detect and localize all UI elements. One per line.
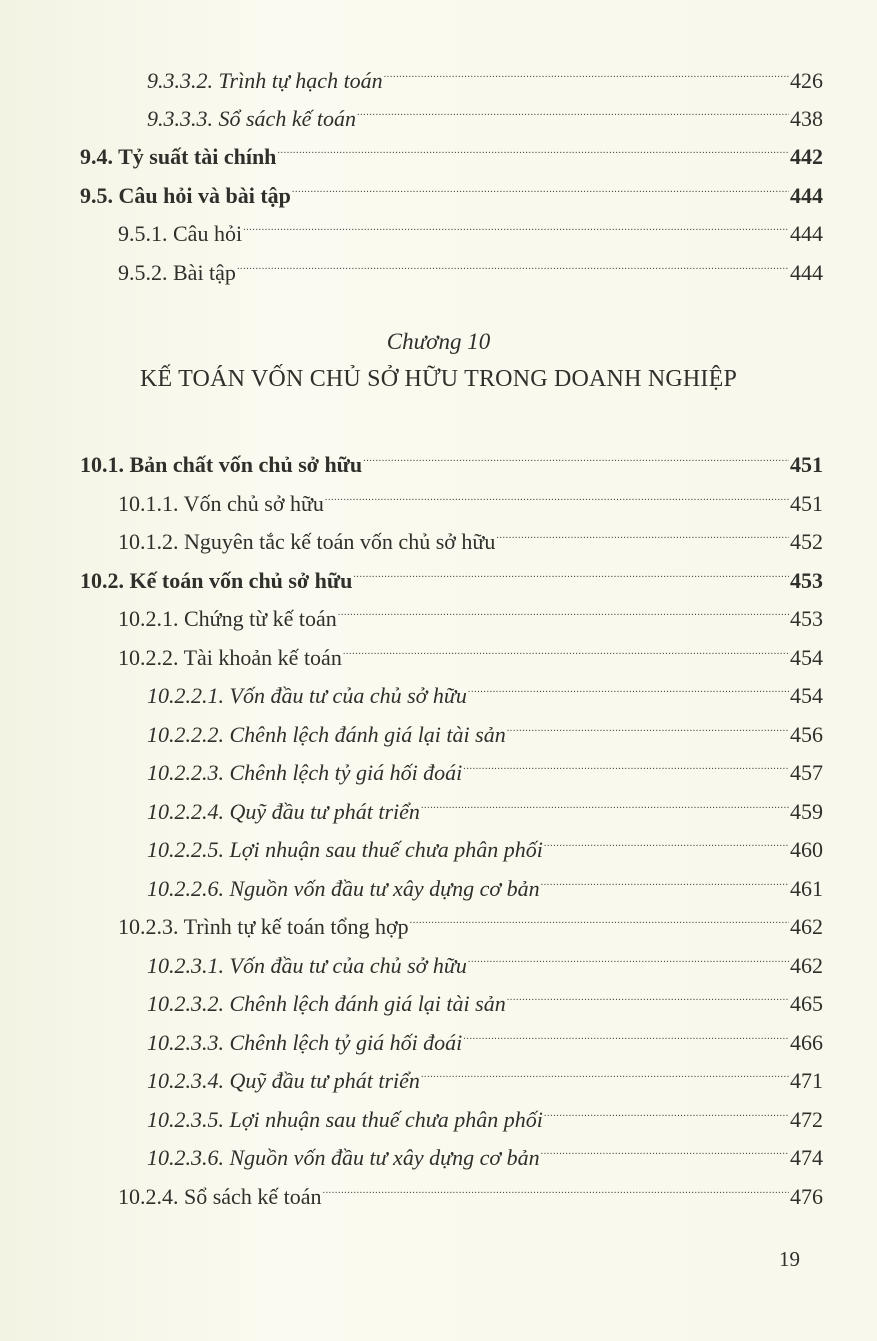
toc-entry — [147, 785, 823, 824]
dot-leader — [468, 669, 789, 703]
dot-leader — [541, 1131, 789, 1165]
toc-entry-page: 453 — [790, 606, 823, 631]
toc-entry — [118, 1170, 823, 1209]
toc-entry-page: 451 — [790, 452, 823, 477]
dot-leader — [410, 900, 789, 934]
toc-entry-label: 10.2.3.4. Quỹ đầu tư phát triển — [147, 1068, 420, 1093]
toc-entry-page: 454 — [790, 683, 823, 708]
dot-leader — [507, 977, 789, 1011]
toc-entry — [147, 669, 823, 708]
toc-entry-page: 454 — [790, 645, 823, 670]
toc-entry — [147, 939, 823, 978]
toc-entry-page: 462 — [790, 953, 823, 978]
toc-entry — [80, 438, 823, 477]
toc-entry-page: 453 — [790, 568, 823, 593]
toc-entry — [147, 977, 823, 1016]
toc-entry-label: 10.2.3.5. Lợi nhuận sau thuế chưa phân phối — [147, 1107, 543, 1132]
dot-leader — [338, 592, 789, 626]
dot-leader — [325, 477, 789, 511]
dot-leader — [463, 746, 789, 780]
dot-leader — [384, 54, 789, 88]
toc-entry-label: 10.2.1. Chứng từ kế toán — [118, 606, 337, 631]
dot-leader — [544, 823, 789, 857]
chapter-label: Chương 10 — [386, 329, 491, 354]
dot-leader — [421, 1054, 789, 1088]
toc-entry — [118, 900, 823, 939]
toc-entry-page: 465 — [790, 991, 823, 1016]
dot-leader — [421, 785, 789, 819]
toc-entry-label: 10.2.2. Tài khoản kế toán — [118, 645, 342, 670]
toc-entry-label: 10.1.1. Vốn chủ sở hữu — [118, 491, 324, 516]
toc-entry-page: 444 — [790, 260, 823, 285]
chapter-title: KẾ TOÁN VỐN CHỦ SỞ HỮU TRONG DOANH NGHIỆP — [139, 366, 738, 392]
toc-entry-label: 9.3.3.2. Trình tự hạch toán — [147, 68, 383, 93]
toc-entry-page: 474 — [790, 1145, 823, 1170]
toc-entry-page: 472 — [790, 1107, 823, 1132]
toc-entry — [147, 1131, 823, 1170]
dot-leader — [541, 862, 789, 896]
toc-entry-page: 444 — [790, 183, 823, 208]
toc-entry-label: 9.5.1. Câu hỏi — [118, 221, 243, 246]
toc-entry-page: 442 — [790, 144, 823, 169]
toc-entry — [147, 746, 823, 785]
toc-entry-label: 9.5.2. Bài tập — [118, 260, 236, 285]
toc-entry — [147, 823, 823, 862]
toc-entry-label: 9.3.3.3. Sổ sách kế toán — [147, 106, 356, 131]
toc-entry — [147, 862, 823, 901]
toc-entry-label: 10.2.3. Trình tự kế toán tổng hợp — [118, 914, 409, 939]
dot-leader — [277, 130, 789, 164]
toc-entry — [118, 631, 823, 670]
dot-leader — [237, 246, 789, 280]
toc-entry — [118, 477, 823, 516]
toc-entry-label: 9.4. Tỷ suất tài chính — [80, 144, 277, 169]
toc-entry — [80, 130, 823, 169]
toc-entry-label: 10.1.2. Nguyên tắc kế toán vốn chủ sở hữu — [118, 529, 496, 554]
toc-entry-label: 10.2.3.2. Chênh lệch đánh giá lại tài sản — [147, 991, 506, 1016]
toc-entry — [147, 1093, 823, 1132]
toc-entry-page: 466 — [790, 1030, 823, 1055]
dot-leader — [544, 1093, 789, 1127]
toc-entry-label: 10.2.3.1. Vốn đầu tư của chủ sở hữu — [147, 953, 467, 978]
page-number: 19 — [779, 1247, 800, 1271]
toc-entry — [80, 554, 823, 593]
toc-entry-page: 457 — [790, 760, 823, 785]
toc-entry-label: 10.2.2.4. Quỹ đầu tư phát triển — [147, 799, 420, 824]
toc-entry-page: 462 — [790, 914, 823, 939]
toc-entry-page: 461 — [790, 876, 823, 901]
toc-entry-label: 10.2.2.6. Nguồn vốn đầu tư xây dựng cơ bản — [147, 876, 540, 901]
toc-entry — [118, 592, 823, 631]
toc-entry-page: 426 — [790, 68, 823, 93]
toc-entry-page: 456 — [790, 722, 823, 747]
dot-leader — [496, 515, 789, 549]
toc-entry-label: 10.1. Bản chất vốn chủ sở hữu — [80, 452, 363, 477]
toc-entry-page: 460 — [790, 837, 823, 862]
toc-entry-page: 451 — [790, 491, 823, 516]
dot-leader — [343, 631, 789, 665]
toc-entry — [80, 169, 823, 208]
toc-entry — [147, 1016, 823, 1055]
dot-leader — [292, 169, 789, 203]
toc-entry — [147, 92, 823, 131]
toc-entry — [118, 246, 823, 285]
dot-leader — [322, 1170, 789, 1204]
toc-entry-label: 10.2.2.5. Lợi nhuận sau thuế chưa phân phối — [147, 837, 543, 862]
toc-entry-label: 10.2.2.3. Chênh lệch tỷ giá hối đoái — [147, 760, 463, 785]
toc-entry-label: 10.2. Kế toán vốn chủ sở hữu — [80, 568, 353, 593]
toc-entry — [118, 207, 823, 246]
toc-entry-page: 438 — [790, 106, 823, 131]
toc-entry-label: 10.2.2.1. Vốn đầu tư của chủ sở hữu — [147, 683, 467, 708]
toc-entry-label: 10.2.2.2. Chênh lệch đánh giá lại tài sản — [147, 722, 506, 747]
dot-leader — [463, 1016, 789, 1050]
dot-leader — [363, 438, 789, 472]
dot-leader — [243, 207, 789, 241]
toc-entry — [118, 515, 823, 554]
toc-entry — [147, 54, 823, 93]
toc-entry-label: 10.2.3.6. Nguồn vốn đầu tư xây dựng cơ bản — [147, 1145, 540, 1170]
dot-leader — [468, 939, 789, 973]
toc-entry-page: 476 — [790, 1184, 823, 1209]
toc-entry-page: 471 — [790, 1068, 823, 1093]
toc-entry-page: 452 — [790, 529, 823, 554]
toc-entry-page: 459 — [790, 799, 823, 824]
dot-leader — [353, 554, 789, 588]
toc-entry-label: 10.2.4. Sổ sách kế toán — [118, 1184, 322, 1209]
dot-leader — [507, 708, 789, 742]
toc-entry-label: 9.5. Câu hỏi và bài tập — [80, 183, 291, 208]
toc-entry-page: 444 — [790, 221, 823, 246]
toc-entry-label: 10.2.3.3. Chênh lệch tỷ giá hối đoái — [147, 1030, 463, 1055]
dot-leader — [357, 92, 789, 126]
toc-entry — [147, 708, 823, 747]
toc-entry — [147, 1054, 823, 1093]
